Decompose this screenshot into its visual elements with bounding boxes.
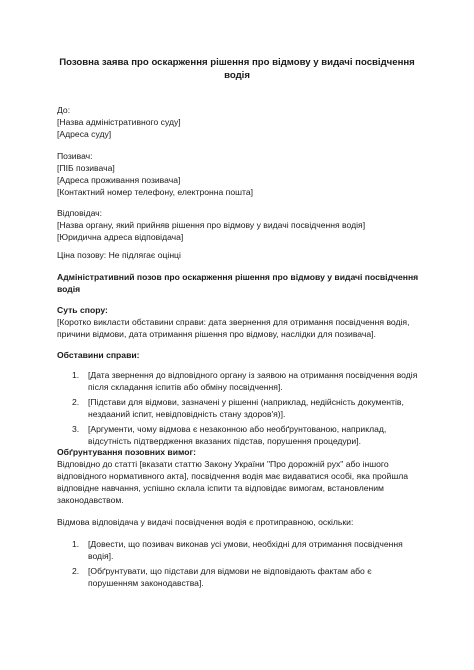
list-text: [Аргументи, чому відмова є незаконною або необґрунтованою, наприклад, відсутність підтвердження вказаних підстав, порушення процедури]. xyxy=(88,424,387,446)
defendant-label: Відповідач: xyxy=(57,208,103,218)
circumstances-heading: Обставини справи: xyxy=(57,350,140,360)
suit-title: Адміністративний позов про оскарження рішення про відмову у видачі посвідчення водія xyxy=(57,272,419,294)
list-item xyxy=(57,423,422,447)
list-text: [Обґрунтувати, що підстави для відмови не відповідають фактам або є порушенням законодавства]. xyxy=(88,566,372,588)
circumstances-list xyxy=(57,369,422,447)
document-title: Позовна заява про оскарження рішення про відмову у видачі посвідчення водія xyxy=(59,57,415,81)
justification-section xyxy=(57,446,422,506)
plaintiff-address: [Адреса проживання позивача] xyxy=(57,175,181,185)
plaintiff-name: [ПІБ позивача] xyxy=(57,163,115,173)
defendant-block xyxy=(57,207,422,243)
refusal-section xyxy=(57,516,422,592)
list-text: [Підстави для відмови, зазначені у рішенні (наприклад, недійсність документів, нездааний іспит, невідповідність стану здоров'я)]. xyxy=(88,397,404,419)
dispute-heading: Суть спору: xyxy=(57,305,108,315)
list-text: [Довести, що позивач виконав усі умови, необхідні для отримання посвідчення водія]. xyxy=(88,539,403,561)
refusal-text: Відмова відповідача у видачі посвідчення водія є протиправною, оскільки: xyxy=(57,517,354,527)
justification-text: Відповідно до статті [вказати статтю Закону України "Про дорожній рух" або іншого відповідного нормативного акта], посвідчення водія має видаватися особі, яка пройшла відповідне навчання, успішно склала іспити та відповідає вимогам, встановленим законодавством. xyxy=(57,459,409,505)
plaintiff-label: Позивач: xyxy=(57,151,93,161)
dispute-text: [Коротко викласти обставини справи: дата звернення для отримання посвідчення водія, причини відмови, дата отримання рішення про відмову, наслідки для позивача]. xyxy=(57,317,410,339)
court-name: [Назва адміністративного суду] xyxy=(57,117,181,127)
plaintiff-contacts: [Контактний номер телефону, електронна пошта] xyxy=(57,187,254,197)
recipient-block xyxy=(57,104,422,140)
dispute-section xyxy=(57,304,422,340)
list-item xyxy=(57,565,422,589)
defendant-address: [Юридична адреса відповідача] xyxy=(57,232,184,242)
plaintiff-block xyxy=(57,150,422,198)
refusal-list xyxy=(57,538,422,589)
list-number: 3. xyxy=(72,424,80,434)
list-item xyxy=(57,396,422,420)
list-number: 1. xyxy=(72,370,80,380)
claim-price: Ціна позову: Не підлягає оцінці xyxy=(57,250,181,260)
list-number: 2. xyxy=(72,397,80,407)
recipient-label: До: xyxy=(57,105,71,115)
court-address: [Адреса суду] xyxy=(57,129,112,139)
list-number: 1. xyxy=(72,539,80,549)
justification-heading: Обґрунтування позовних вимог: xyxy=(57,447,196,457)
list-text: [Дата звернення до відповідного органу із заявою на отримання посвідчення водія після складання іспитів або обміну посвідчення]. xyxy=(88,370,418,392)
list-item xyxy=(57,369,422,393)
defendant-name: [Назва органу, який прийняв рішення про відмову у видачі посвідчення водія] xyxy=(57,220,366,230)
list-number: 2. xyxy=(72,566,80,576)
list-item xyxy=(57,538,422,562)
circumstances-section xyxy=(57,349,422,450)
